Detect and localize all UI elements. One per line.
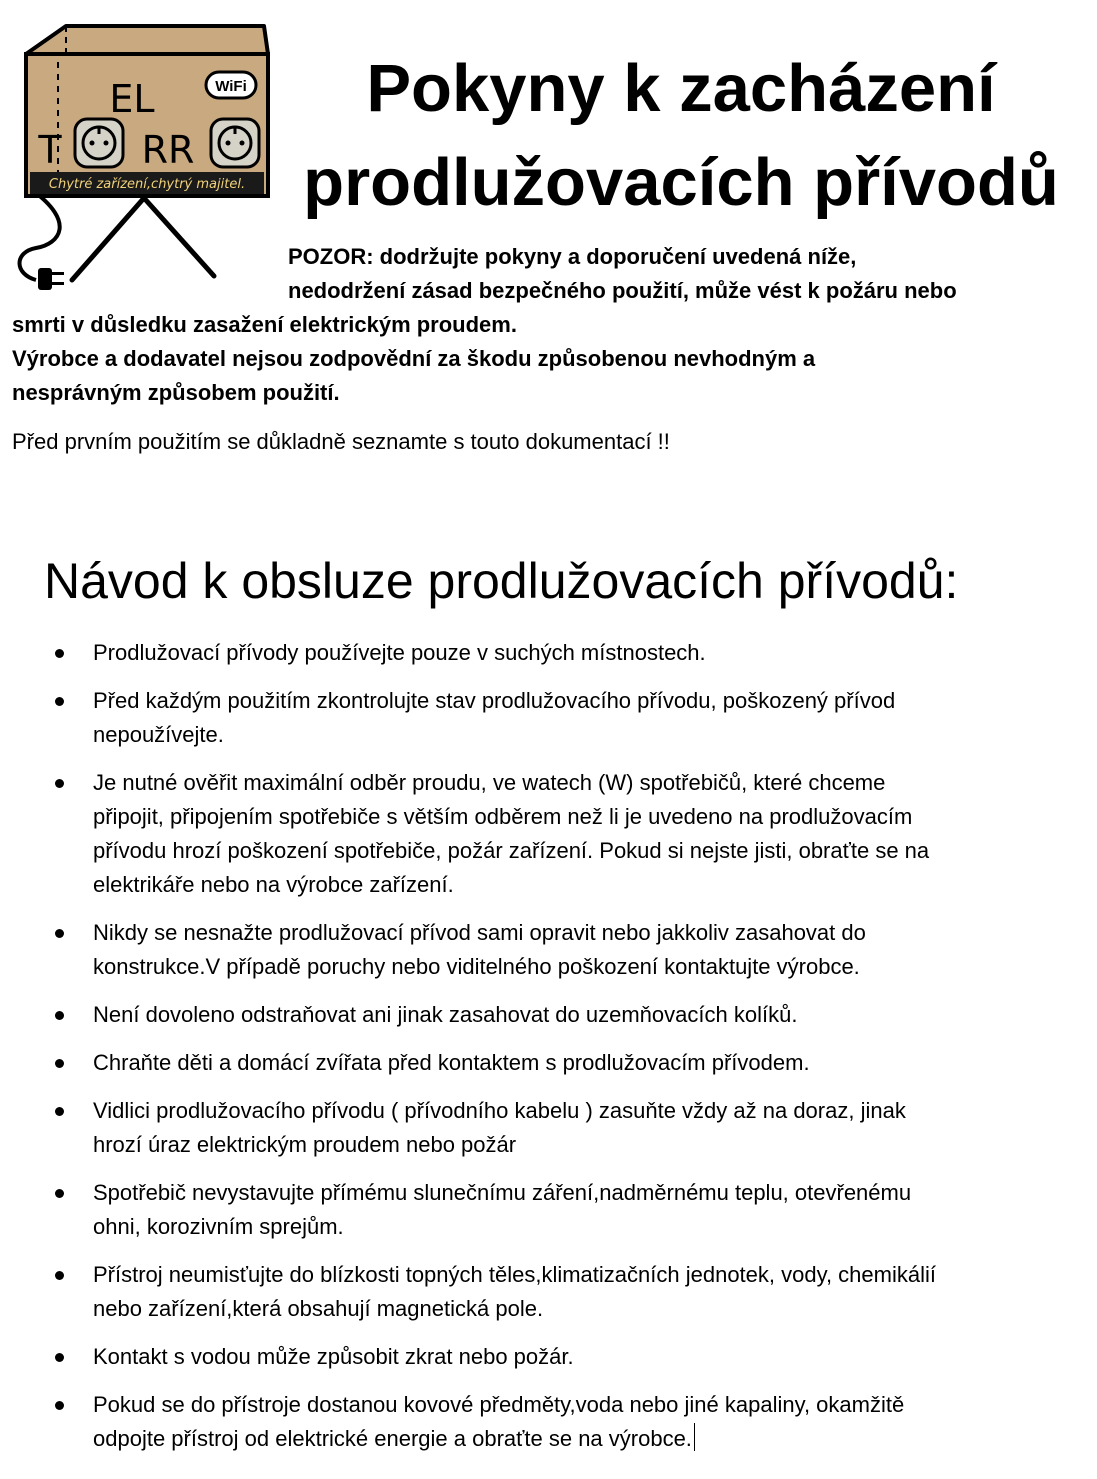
section-title: Návod k obsluze prodlužovacích přívodů: [44, 553, 959, 609]
list-item [50, 1388, 1060, 1456]
warning-line: POZOR: dodržujte pokyny a doporučení uvedená níže, [288, 244, 857, 269]
list-item-text: hrozí úraz elektrickým proudem nebo požár [93, 1132, 517, 1157]
list-item-text: elektrikáře nebo na výrobce zařízení. [93, 872, 454, 897]
logo-slogan: Chytré zařízení,chytrý majitel. [48, 177, 246, 192]
text-cursor [694, 1423, 695, 1451]
warning-block [12, 240, 1087, 410]
read-documentation-note: Před prvním použitím se důkladně seznamte s touto dokumentací !! [12, 429, 670, 454]
list-item-text: Přístroj neumisťujte do blízkosti topných těles,klimatizačních jednotek, vody, chemikálií [93, 1262, 936, 1287]
warning-line: smrti v důsledku zasažení elektrickým proudem. [12, 312, 517, 337]
logo-brand-left: T [38, 128, 62, 172]
list-item [50, 1094, 1060, 1162]
socket-icon [75, 119, 123, 167]
list-item-text: odpojte přístroj od elektrické energie a obraťte se na výrobce. [93, 1426, 692, 1451]
bullet-icon [55, 929, 64, 938]
list-item [50, 998, 1060, 1032]
list-item-text: Není dovoleno odstraňovat ani jinak zasahovat do uzemňovacích kolíků. [93, 1002, 798, 1027]
list-item-text: ohni, korozivním sprejům. [93, 1214, 344, 1239]
list-item [50, 1258, 1060, 1326]
bullet-icon [55, 1011, 64, 1020]
list-item-text: Je nutné ověřit maximální odběr proudu, ve watech (W) spotřebičů, které chceme [93, 770, 886, 795]
list-item-text: Pokud se do přístroje dostanou kovové předměty,voda nebo jiné kapaliny, okamžitě [93, 1392, 905, 1417]
list-item-text: Nikdy se nesnažte prodlužovací přívod sami opravit nebo jakkoliv zasahovat do [93, 920, 866, 945]
instruction-list [50, 636, 1060, 1470]
list-item-text: připojit, připojením spotřebiče s větším odběrem než li je uvedeno na prodlužovacím [93, 804, 913, 829]
wifi-badge-icon [206, 72, 256, 98]
bullet-icon [55, 649, 64, 658]
page-title [276, 42, 1086, 230]
page-title-line1: Pokyny k zacházení [366, 51, 996, 126]
bullet-icon [55, 1189, 64, 1198]
list-item-text: přívodu hrozí poškození spotřebiče, požár zařízení. Pokud si nejste jisti, obraťte se na [93, 838, 930, 863]
bullet-icon [55, 1353, 64, 1362]
list-item [50, 636, 1060, 670]
list-item-text: Kontakt s vodou může způsobit zkrat nebo požár. [93, 1344, 574, 1369]
list-item-text: Chraňte děti a domácí zvířata před kontaktem s prodlužovacím přívodem. [93, 1050, 810, 1075]
list-item-text: Prodlužovací přívody používejte pouze v suchých místnostech. [93, 640, 706, 665]
list-item [50, 916, 1060, 984]
list-item-text: Vidlici prodlužovacího přívodu ( přívodního kabelu ) zasuňte vždy až na doraz, jinak [93, 1098, 906, 1123]
list-item-text: nepoužívejte. [93, 722, 224, 747]
bullet-icon [55, 1401, 64, 1410]
bullet-icon [55, 697, 64, 706]
list-item-text: nebo zařízení,která obsahují magnetická pole. [93, 1296, 544, 1321]
list-item [50, 1176, 1060, 1244]
bullet-icon [55, 1271, 64, 1280]
list-item [50, 684, 1060, 752]
warning-line: nesprávným způsobem použití. [12, 380, 340, 405]
list-item [50, 1340, 1060, 1374]
list-item-text: Spotřebič nevystavujte přímému slunečnímu záření,nadměrnému teplu, otevřenému [93, 1180, 912, 1205]
warning-line: nedodržení zásad bezpečného použití, může vést k požáru nebo [288, 278, 957, 303]
list-item [50, 766, 1060, 902]
bullet-icon [55, 1059, 64, 1068]
list-item-text: Před každým použitím zkontrolujte stav prodlužovacího přívodu, poškozený přívod [93, 688, 896, 713]
page-title-line2: prodlužovacích přívodů [303, 145, 1059, 220]
bullet-icon [55, 1107, 64, 1116]
warning-line: Výrobce a dodavatel nejsou zodpovědní za škodu způsobenou nevhodným a [12, 346, 816, 371]
logo-brand-top: EL [109, 77, 155, 121]
socket-icon [211, 119, 259, 167]
bullet-icon [55, 779, 64, 788]
logo-brand-mid: RR [141, 128, 195, 172]
list-item [50, 1046, 1060, 1080]
wifi-badge-text: WiFi [215, 78, 247, 95]
list-item-text: konstrukce.V případě poruchy nebo viditelného poškození kontaktujte výrobce. [93, 954, 860, 979]
